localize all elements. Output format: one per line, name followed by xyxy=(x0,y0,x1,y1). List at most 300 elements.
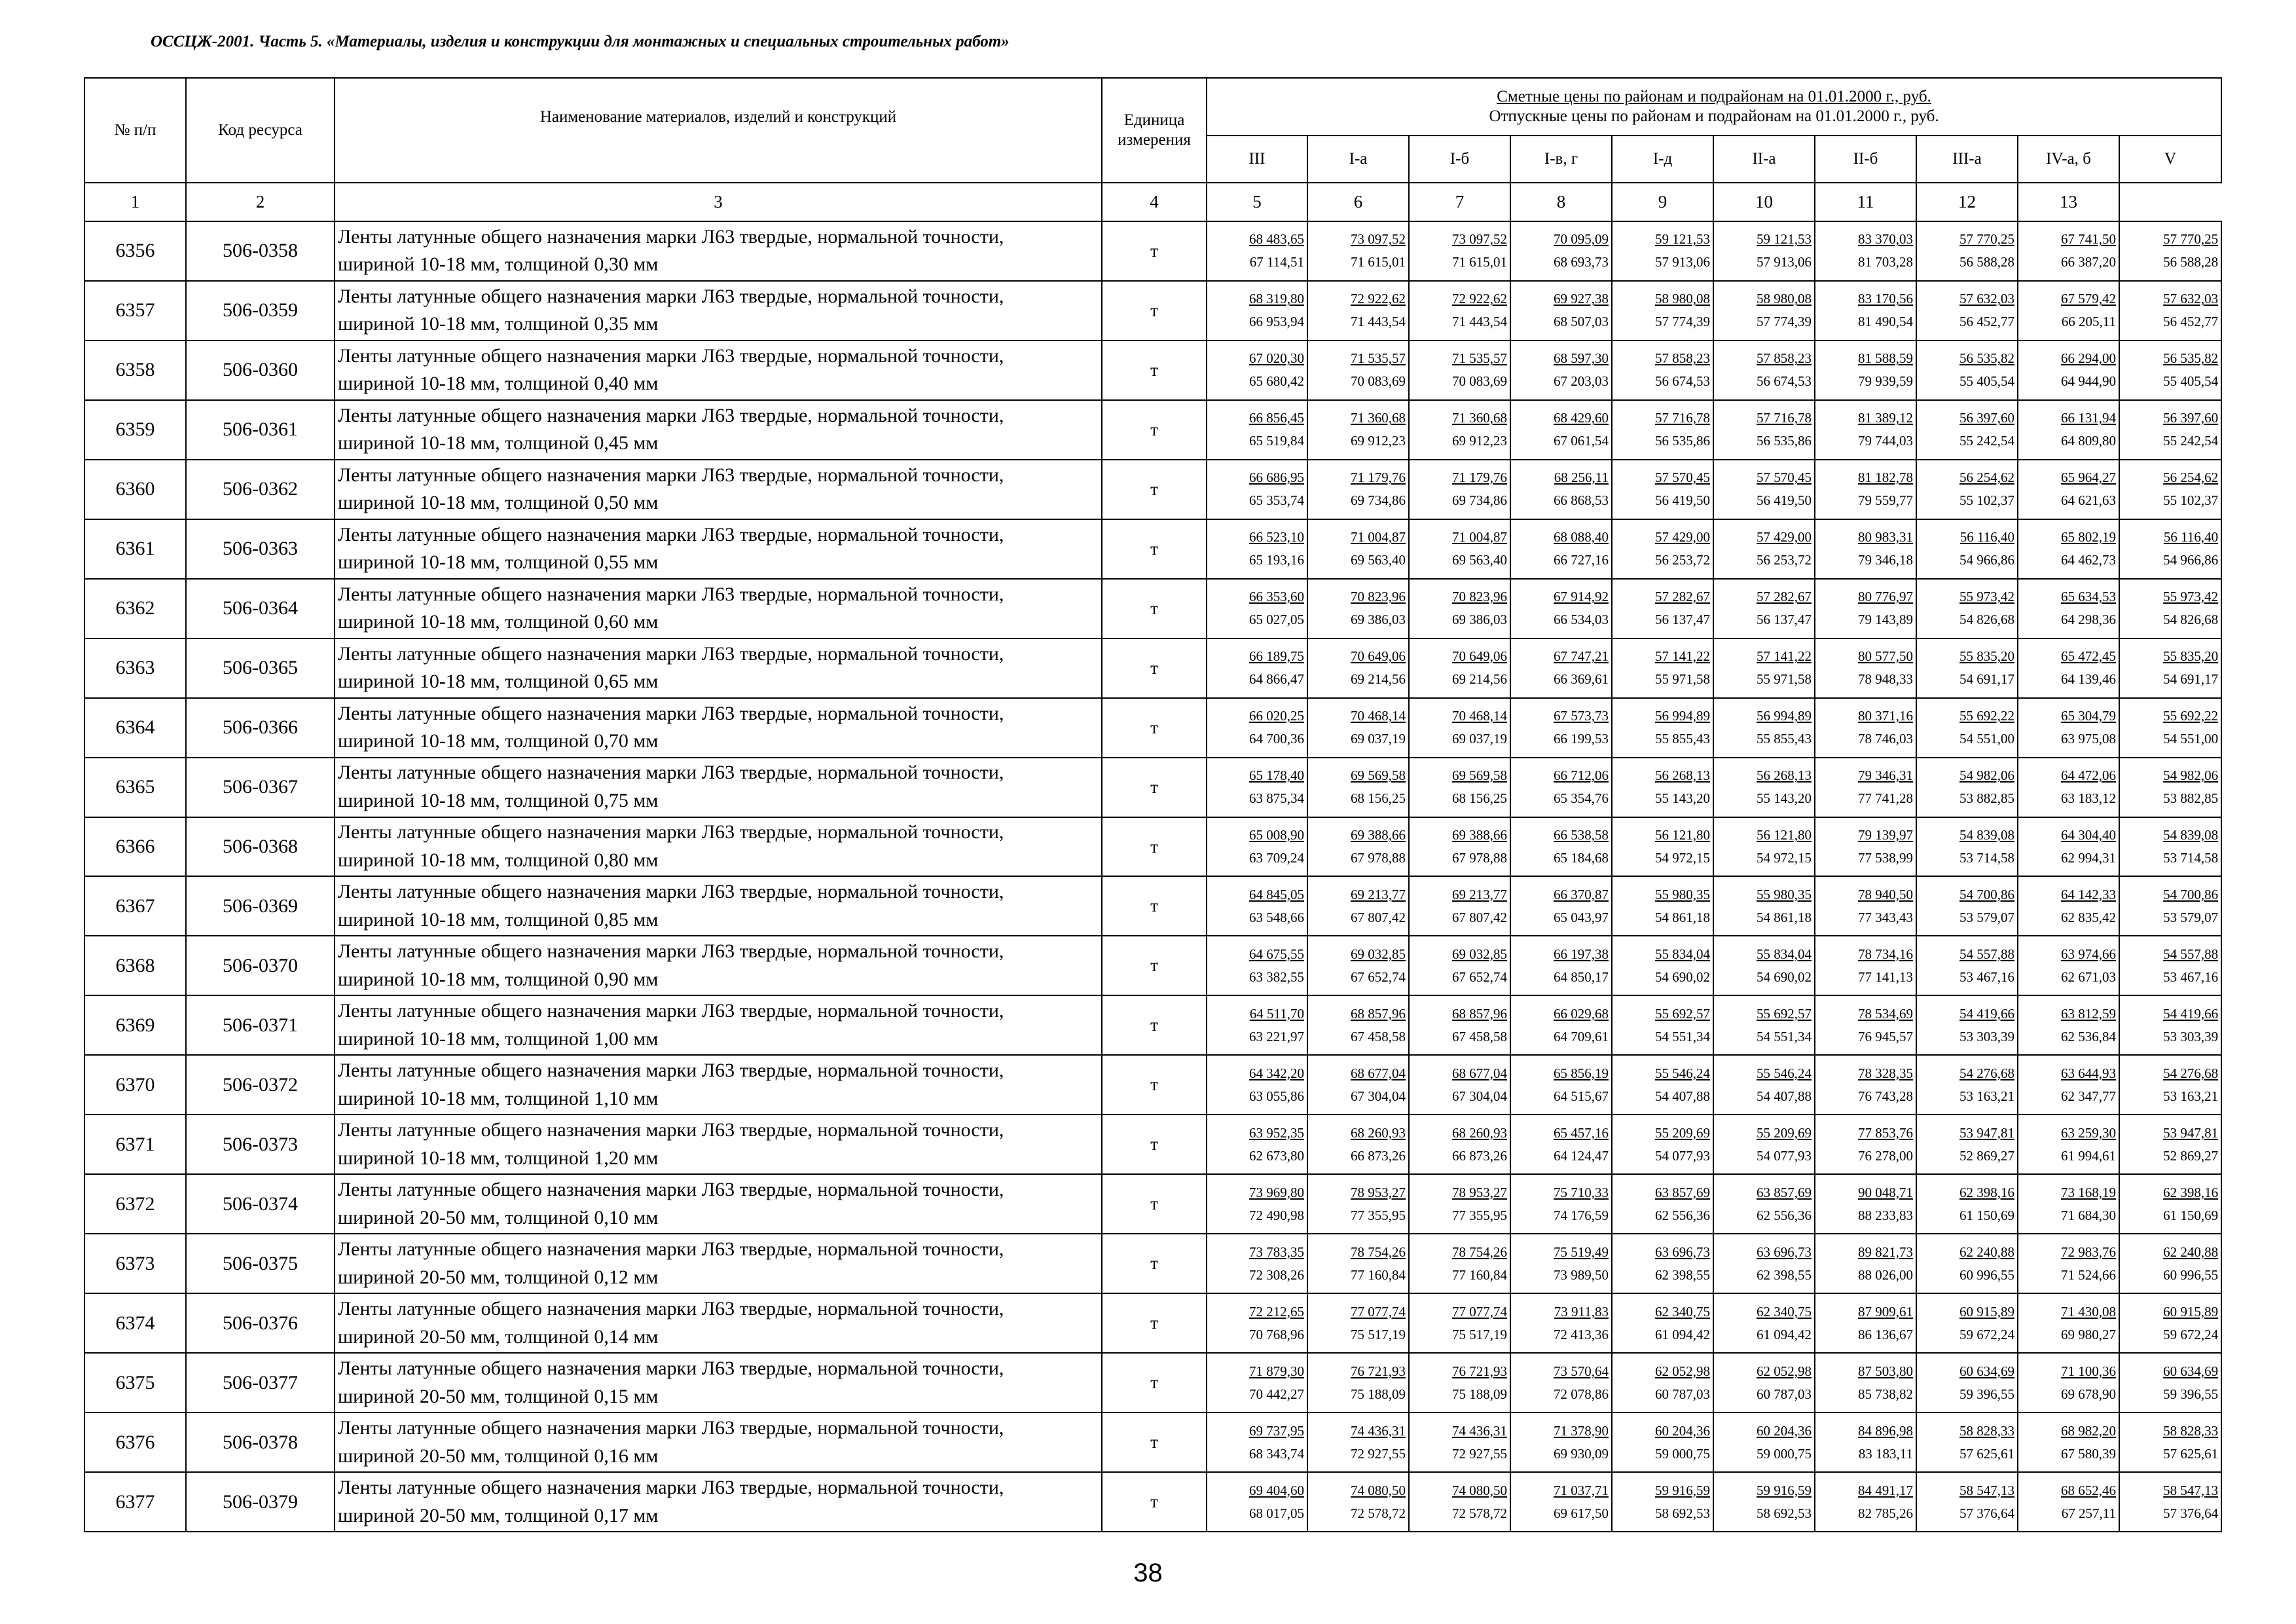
row-number: 6361 xyxy=(84,519,186,579)
estimate-price: 71 004,87 xyxy=(1351,529,1406,545)
release-price: 63 221,97 xyxy=(1249,1028,1304,1044)
price-cell xyxy=(1815,1055,1916,1115)
estimate-price: 71 100,36 xyxy=(2061,1363,2116,1379)
estimate-price: 90 048,71 xyxy=(1858,1184,1913,1200)
release-price: 62 835,42 xyxy=(2061,909,2116,925)
release-price: 63 875,34 xyxy=(1249,790,1304,807)
estimate-price: 63 857,69 xyxy=(1757,1184,1812,1200)
price-cell xyxy=(2018,876,2119,936)
unit: т xyxy=(1102,1293,1207,1353)
release-price: 64 515,67 xyxy=(1554,1088,1609,1104)
unit: т xyxy=(1102,936,1207,995)
price-cell xyxy=(2018,1234,2119,1293)
release-price: 64 850,17 xyxy=(1554,969,1609,985)
price-cell xyxy=(2018,281,2119,341)
estimate-price: 69 388,66 xyxy=(1351,827,1406,843)
price-cell xyxy=(1612,1174,1713,1234)
region-header: I-в, г xyxy=(1510,136,1612,183)
release-price: 62 994,31 xyxy=(2061,850,2116,866)
region-header: I-а xyxy=(1307,136,1409,183)
estimate-price: 57 632,03 xyxy=(2163,291,2219,307)
price-cell xyxy=(1916,936,2018,995)
release-price: 69 678,90 xyxy=(2061,1386,2116,1402)
release-price: 54 966,86 xyxy=(1959,552,2014,568)
release-price: 64 139,46 xyxy=(2061,671,2116,688)
release-price: 61 994,61 xyxy=(2061,1147,2116,1164)
release-price: 54 861,18 xyxy=(1655,909,1710,925)
release-price: 64 709,61 xyxy=(1554,1028,1609,1044)
price-cell xyxy=(1409,460,1510,519)
estimate-price: 59 916,59 xyxy=(1757,1482,1812,1498)
unit: т xyxy=(1102,460,1207,519)
column-index: 5 xyxy=(1207,183,1307,221)
estimate-price: 64 472,06 xyxy=(2061,767,2116,784)
release-price: 63 183,12 xyxy=(2061,790,2116,807)
price-cell xyxy=(1916,1234,2018,1293)
table-row xyxy=(84,817,2221,877)
price-cell xyxy=(1612,400,1713,460)
price-cell xyxy=(1916,579,2018,638)
price-cell xyxy=(1307,519,1409,579)
estimate-price: 57 858,23 xyxy=(1757,350,1812,367)
row-number: 6359 xyxy=(84,400,186,460)
row-number: 6376 xyxy=(84,1412,186,1472)
release-price: 72 413,36 xyxy=(1554,1326,1609,1342)
material-name-line-2: шириной 10-18 мм, толщиной 0,85 мм xyxy=(338,908,659,931)
estimate-price: 73 097,52 xyxy=(1452,231,1507,248)
release-price: 60 996,55 xyxy=(2163,1266,2219,1283)
estimate-price: 56 535,82 xyxy=(1959,350,2014,367)
release-price: 53 714,58 xyxy=(2163,850,2219,866)
release-price: 64 866,47 xyxy=(1249,671,1304,688)
estimate-price: 68 857,96 xyxy=(1452,1005,1507,1022)
estimate-price: 57 429,00 xyxy=(1757,529,1812,545)
price-cell xyxy=(1510,519,1612,579)
price-cell xyxy=(1510,1174,1612,1234)
price-cell xyxy=(2018,995,2119,1055)
price-cell xyxy=(1307,1353,1409,1412)
price-cell xyxy=(1307,341,1409,400)
price-cell xyxy=(1207,1055,1307,1115)
estimate-price: 66 523,10 xyxy=(1249,529,1304,545)
unit: т xyxy=(1102,341,1207,400)
material-name-line-2: шириной 10-18 мм, толщиной 0,45 мм xyxy=(338,432,659,454)
release-price: 70 442,27 xyxy=(1249,1386,1304,1402)
material-name-line-2: шириной 20-50 мм, толщиной 0,17 мм xyxy=(338,1504,659,1526)
price-cell xyxy=(2018,579,2119,638)
price-cell xyxy=(1409,698,1510,758)
release-price: 79 346,18 xyxy=(1858,552,1913,568)
price-cell xyxy=(1307,400,1409,460)
release-price: 77 355,95 xyxy=(1351,1207,1406,1223)
estimate-price: 66 712,06 xyxy=(1554,767,1609,784)
release-price: 74 176,59 xyxy=(1554,1207,1609,1223)
release-price: 62 671,03 xyxy=(2061,969,2116,985)
unit: т xyxy=(1102,1412,1207,1472)
price-cell xyxy=(1916,817,2018,877)
estimate-price: 60 204,36 xyxy=(1757,1422,1812,1439)
price-cell xyxy=(1510,579,1612,638)
release-price: 57 376,64 xyxy=(2163,1505,2219,1521)
estimate-price: 54 982,06 xyxy=(1959,767,2014,784)
estimate-price: 66 029,68 xyxy=(1554,1005,1609,1022)
estimate-price: 57 570,45 xyxy=(1757,470,1812,486)
release-price: 64 700,36 xyxy=(1249,731,1304,747)
column-index: 13 xyxy=(2018,183,2119,221)
price-cell xyxy=(1713,1412,1815,1472)
price-cell xyxy=(2119,638,2221,698)
material-name-line-1: Ленты латунные общего назначения марки Л63 твердые, нормальной точности, xyxy=(338,762,1004,784)
price-cell xyxy=(2018,1055,2119,1115)
estimate-price: 79 346,31 xyxy=(1858,767,1913,784)
price-cell xyxy=(1510,817,1612,877)
estimate-price: 71 360,68 xyxy=(1452,410,1507,426)
release-price: 62 398,55 xyxy=(1757,1266,1812,1283)
unit: т xyxy=(1102,698,1207,758)
release-price: 69 912,23 xyxy=(1452,433,1507,449)
release-price: 59 672,24 xyxy=(1959,1326,2014,1342)
material-name-line-1: Ленты латунные общего назначения марки Л63 твердые, нормальной точности, xyxy=(338,702,1004,724)
price-cell xyxy=(1207,221,1307,281)
table-row xyxy=(84,1174,2221,1234)
material-name-line-1: Ленты латунные общего назначения марки Л63 твердые, нормальной точности, xyxy=(338,1119,1004,1141)
estimate-price: 63 259,30 xyxy=(2061,1124,2116,1141)
row-number: 6367 xyxy=(84,876,186,936)
price-cell xyxy=(1409,758,1510,817)
release-price: 55 242,54 xyxy=(2163,433,2219,449)
unit: т xyxy=(1102,1472,1207,1532)
price-cell xyxy=(1713,519,1815,579)
estimate-price: 78 754,26 xyxy=(1351,1244,1406,1260)
estimate-price: 65 802,19 xyxy=(2061,529,2116,545)
resource-code: 506-0365 xyxy=(186,638,335,698)
release-price: 66 873,26 xyxy=(1452,1147,1507,1164)
price-cell xyxy=(2018,698,2119,758)
estimate-price: 65 472,45 xyxy=(2061,648,2116,665)
estimate-price: 60 634,69 xyxy=(1959,1363,2014,1379)
resource-code: 506-0369 xyxy=(186,876,335,936)
material-name xyxy=(335,758,1102,817)
estimate-price: 54 839,08 xyxy=(2163,827,2219,843)
estimate-price: 62 240,88 xyxy=(2163,1244,2219,1260)
estimate-price: 81 588,59 xyxy=(1858,350,1913,367)
price-cell xyxy=(1815,758,1916,817)
estimate-price: 57 716,78 xyxy=(1655,410,1710,426)
price-cell xyxy=(1612,1472,1713,1532)
table-row xyxy=(84,1293,2221,1353)
estimate-price: 77 077,74 xyxy=(1351,1303,1406,1320)
row-number: 6373 xyxy=(84,1234,186,1293)
estimate-price: 55 973,42 xyxy=(1959,589,2014,605)
estimate-price: 54 419,66 xyxy=(1959,1005,2014,1022)
price-cell xyxy=(1612,1293,1713,1353)
price-cell xyxy=(2119,579,2221,638)
estimate-price: 57 770,25 xyxy=(1959,231,2014,248)
price-cell xyxy=(1510,1412,1612,1472)
release-price: 54 966,86 xyxy=(2163,552,2219,568)
release-price: 62 556,36 xyxy=(1655,1207,1710,1223)
estimate-price: 59 121,53 xyxy=(1757,231,1812,248)
table-row xyxy=(84,1353,2221,1412)
estimate-price: 70 649,06 xyxy=(1351,648,1406,665)
price-cell xyxy=(1409,1115,1510,1174)
unit: т xyxy=(1102,1353,1207,1412)
release-price: 64 809,80 xyxy=(2061,433,2116,449)
price-cell xyxy=(1815,519,1916,579)
release-price: 67 458,58 xyxy=(1351,1028,1406,1044)
document-header: ОССЦЖ-2001. Часть 5. «Материалы, изделия и конструкции для монтажных и специальных строительных работ» xyxy=(151,33,1010,50)
price-cell xyxy=(1207,936,1307,995)
price-cell xyxy=(1612,995,1713,1055)
estimate-price: 83 170,56 xyxy=(1858,291,1913,307)
release-price: 54 551,34 xyxy=(1757,1028,1812,1044)
material-name xyxy=(335,341,1102,400)
estimate-price: 70 468,14 xyxy=(1452,708,1507,724)
release-price: 59 396,55 xyxy=(2163,1386,2219,1402)
price-cell xyxy=(1510,460,1612,519)
estimate-price: 84 491,17 xyxy=(1858,1482,1913,1498)
price-cell xyxy=(1409,817,1510,877)
price-cell xyxy=(2018,341,2119,400)
release-price: 53 579,07 xyxy=(1959,909,2014,925)
estimate-price: 89 821,73 xyxy=(1858,1244,1913,1260)
release-price: 69 563,40 xyxy=(1452,552,1507,568)
release-price: 71 443,54 xyxy=(1452,314,1507,330)
price-cell xyxy=(1815,936,1916,995)
region-header: III xyxy=(1207,136,1307,183)
release-price: 62 673,80 xyxy=(1249,1147,1304,1164)
release-price: 72 578,72 xyxy=(1351,1505,1406,1521)
estimate-price: 64 304,40 xyxy=(2061,827,2116,843)
price-cell xyxy=(1713,341,1815,400)
estimate-price: 87 909,61 xyxy=(1858,1303,1913,1320)
release-price: 72 078,86 xyxy=(1554,1386,1609,1402)
resource-code: 506-0360 xyxy=(186,341,335,400)
estimate-price: 68 677,04 xyxy=(1452,1065,1507,1081)
release-price: 69 563,40 xyxy=(1351,552,1406,568)
price-cell xyxy=(2018,460,2119,519)
material-name xyxy=(335,1234,1102,1293)
material-name-line-1: Ленты латунные общего назначения марки Л63 твердые, нормальной точности, xyxy=(338,1416,1004,1439)
price-cell xyxy=(1207,1293,1307,1353)
release-price: 53 303,39 xyxy=(2163,1028,2219,1044)
release-price: 53 303,39 xyxy=(1959,1028,2014,1044)
price-cell xyxy=(1612,817,1713,877)
release-price: 57 913,06 xyxy=(1757,254,1812,270)
estimate-price: 70 468,14 xyxy=(1351,708,1406,724)
release-price: 71 615,01 xyxy=(1351,254,1406,270)
price-cell xyxy=(1510,995,1612,1055)
estimate-price: 67 741,50 xyxy=(2061,231,2116,248)
estimate-price: 66 197,38 xyxy=(1554,946,1609,962)
price-cell xyxy=(1916,1472,2018,1532)
resource-code: 506-0372 xyxy=(186,1055,335,1115)
release-price: 61 094,42 xyxy=(1655,1326,1710,1342)
release-price: 72 927,55 xyxy=(1452,1445,1507,1462)
estimate-price: 70 649,06 xyxy=(1452,648,1507,665)
unit: т xyxy=(1102,1234,1207,1293)
release-price: 86 136,67 xyxy=(1858,1326,1913,1342)
resource-code: 506-0368 xyxy=(186,817,335,877)
column-index: 12 xyxy=(1916,183,2018,221)
column-index: 4 xyxy=(1102,183,1207,221)
release-price: 56 674,53 xyxy=(1757,373,1812,390)
estimate-price: 54 982,06 xyxy=(2163,767,2219,784)
material-name-line-2: шириной 10-18 мм, толщиной 1,20 мм xyxy=(338,1147,659,1169)
estimate-price: 68 982,20 xyxy=(2061,1422,2116,1439)
price-cell xyxy=(1409,936,1510,995)
release-price: 66 953,94 xyxy=(1249,314,1304,330)
table-row xyxy=(84,698,2221,758)
price-cell xyxy=(1815,995,1916,1055)
estimate-price: 71 360,68 xyxy=(1351,410,1406,426)
release-price: 54 691,17 xyxy=(1959,671,2014,688)
region-header: III-а xyxy=(1916,136,2018,183)
release-price: 63 382,55 xyxy=(1249,969,1304,985)
release-price: 71 684,30 xyxy=(2061,1207,2116,1223)
release-price: 54 826,68 xyxy=(1959,612,2014,628)
estimate-price: 64 845,05 xyxy=(1249,886,1304,902)
price-cell xyxy=(2119,1353,2221,1412)
release-price: 67 807,42 xyxy=(1452,909,1507,925)
resource-code: 506-0374 xyxy=(186,1174,335,1234)
prices-estimate-title: Сметные цены по районам и подрайонам на 01.01.2000 г., руб. xyxy=(1497,88,1931,105)
unit: т xyxy=(1102,638,1207,698)
material-name-line-1: Ленты латунные общего назначения марки Л63 твердые, нормальной точности, xyxy=(338,1060,1004,1082)
price-cell xyxy=(1916,1055,2018,1115)
material-name xyxy=(335,638,1102,698)
price-cell xyxy=(1510,1234,1612,1293)
estimate-price: 63 696,73 xyxy=(1757,1244,1812,1260)
estimate-price: 69 032,85 xyxy=(1452,946,1507,962)
price-cell xyxy=(1815,638,1916,698)
estimate-price: 73 570,64 xyxy=(1554,1363,1609,1379)
release-price: 77 141,13 xyxy=(1858,969,1913,985)
column-index: 3 xyxy=(335,183,1102,221)
estimate-price: 57 429,00 xyxy=(1655,529,1710,545)
release-price: 57 774,39 xyxy=(1655,314,1710,330)
estimate-price: 59 916,59 xyxy=(1655,1482,1710,1498)
row-number: 6357 xyxy=(84,281,186,341)
material-name xyxy=(335,1472,1102,1532)
estimate-price: 80 371,16 xyxy=(1858,708,1913,724)
release-price: 53 467,16 xyxy=(2163,969,2219,985)
release-price: 63 709,24 xyxy=(1249,850,1304,866)
release-price: 53 714,58 xyxy=(1959,850,2014,866)
price-cell xyxy=(1510,758,1612,817)
release-price: 54 077,93 xyxy=(1757,1147,1812,1164)
price-cell xyxy=(1207,817,1307,877)
release-price: 77 741,28 xyxy=(1858,790,1913,807)
material-name-line-2: шириной 10-18 мм, толщиной 0,60 мм xyxy=(338,611,659,633)
release-price: 67 580,39 xyxy=(2061,1445,2116,1462)
price-cell xyxy=(1612,936,1713,995)
estimate-price: 72 212,65 xyxy=(1249,1303,1304,1320)
row-number: 6374 xyxy=(84,1293,186,1353)
release-price: 64 124,47 xyxy=(1554,1147,1609,1164)
estimate-price: 56 121,80 xyxy=(1757,827,1812,843)
release-price: 73 989,50 xyxy=(1554,1266,1609,1283)
price-cell xyxy=(1510,281,1612,341)
price-cell xyxy=(1307,698,1409,758)
estimate-price: 57 716,78 xyxy=(1757,410,1812,426)
price-cell xyxy=(1307,460,1409,519)
price-cell xyxy=(1307,936,1409,995)
estimate-price: 69 404,60 xyxy=(1249,1482,1304,1498)
release-price: 72 308,26 xyxy=(1249,1266,1304,1283)
price-cell xyxy=(2119,1115,2221,1174)
resource-code: 506-0379 xyxy=(186,1472,335,1532)
unit: т xyxy=(1102,1174,1207,1234)
price-cell xyxy=(1409,1472,1510,1532)
price-cell xyxy=(1815,341,1916,400)
price-cell xyxy=(2018,1412,2119,1472)
material-name xyxy=(335,519,1102,579)
price-cell xyxy=(1510,638,1612,698)
release-price: 64 462,73 xyxy=(2061,552,2116,568)
estimate-price: 78 953,27 xyxy=(1452,1184,1507,1200)
resource-code: 506-0371 xyxy=(186,995,335,1055)
price-cell xyxy=(1612,1412,1713,1472)
price-cell xyxy=(1409,519,1510,579)
price-cell xyxy=(1510,1353,1612,1412)
material-name-line-1: Ленты латунные общего назначения марки Л63 твердые, нормальной точности, xyxy=(338,1238,1004,1261)
resource-code: 506-0362 xyxy=(186,460,335,519)
price-cell xyxy=(1409,281,1510,341)
estimate-price: 73 097,52 xyxy=(1351,231,1406,248)
estimate-price: 53 947,81 xyxy=(1959,1124,2014,1141)
estimate-price: 58 547,13 xyxy=(2163,1482,2219,1498)
release-price: 65 519,84 xyxy=(1249,433,1304,449)
estimate-price: 56 268,13 xyxy=(1757,767,1812,784)
table-row xyxy=(84,341,2221,400)
estimate-price: 60 915,89 xyxy=(2163,1303,2219,1320)
estimate-price: 55 980,35 xyxy=(1655,886,1710,902)
price-cell xyxy=(1307,995,1409,1055)
estimate-price: 76 721,93 xyxy=(1351,1363,1406,1379)
release-price: 54 551,00 xyxy=(1959,731,2014,747)
price-cell xyxy=(1207,579,1307,638)
estimate-price: 72 922,62 xyxy=(1351,291,1406,307)
unit: т xyxy=(1102,817,1207,877)
estimate-price: 69 213,77 xyxy=(1452,886,1507,902)
material-name-line-1: Ленты латунные общего назначения марки Л63 твердые, нормальной точности, xyxy=(338,1000,1004,1022)
resource-code: 506-0359 xyxy=(186,281,335,341)
material-name-line-2: шириной 10-18 мм, толщиной 0,35 мм xyxy=(338,313,659,335)
price-table xyxy=(84,77,2222,1532)
resource-code: 506-0367 xyxy=(186,758,335,817)
estimate-price: 62 052,98 xyxy=(1655,1363,1710,1379)
estimate-price: 64 142,33 xyxy=(2061,886,2116,902)
estimate-price: 71 430,08 xyxy=(2061,1303,2116,1320)
estimate-price: 56 397,60 xyxy=(2163,410,2219,426)
estimate-price: 55 834,04 xyxy=(1757,946,1812,962)
price-cell xyxy=(1409,638,1510,698)
price-cell xyxy=(1815,221,1916,281)
estimate-price: 63 696,73 xyxy=(1655,1244,1710,1260)
row-number: 6360 xyxy=(84,460,186,519)
estimate-price: 55 973,42 xyxy=(2163,589,2219,605)
table-row xyxy=(84,460,2221,519)
price-cell xyxy=(1510,936,1612,995)
price-cell xyxy=(1307,281,1409,341)
estimate-price: 65 457,16 xyxy=(1554,1124,1609,1141)
release-price: 53 579,07 xyxy=(2163,909,2219,925)
release-price: 75 517,19 xyxy=(1351,1326,1406,1342)
estimate-price: 84 896,98 xyxy=(1858,1422,1913,1439)
table-row xyxy=(84,936,2221,995)
price-cell xyxy=(1207,281,1307,341)
